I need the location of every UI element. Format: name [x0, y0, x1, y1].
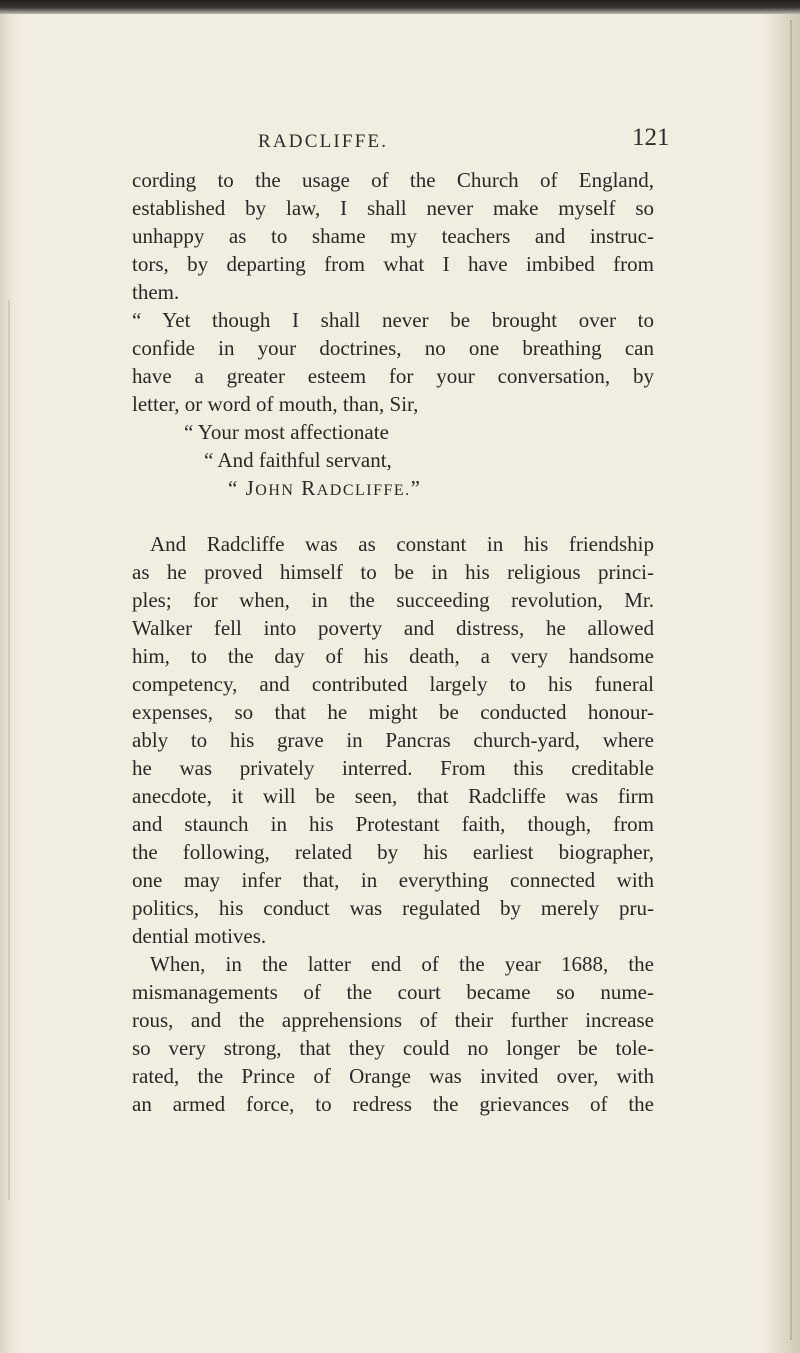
text-line: so very strong, that they could no longer be tole- — [132, 1036, 654, 1060]
text-line: And Radcliffe was as constant in his friendship — [150, 532, 654, 556]
body-text — [132, 166, 654, 1118]
text-line: established by law, I shall never make myself so — [132, 196, 654, 220]
text-line: as he proved himself to be in his religious princi- — [132, 560, 654, 584]
page-number: 121 — [632, 124, 670, 151]
running-head: RADCLIFFE. — [258, 131, 389, 152]
text-line: cording to the usage of the Church of England, — [132, 168, 654, 192]
paragraph-gap — [132, 502, 654, 530]
letter-closing: “ Your most affectionate — [184, 420, 389, 444]
text-line: him, to the day of his death, a very handsome — [132, 644, 654, 668]
text-line: ples; for when, in the succeeding revolution, Mr. — [132, 588, 654, 612]
text-line: When, in the latter end of the year 1688, the — [150, 952, 654, 976]
text-line: expenses, so that he might be conducted honour- — [132, 700, 654, 724]
letter-signature: “ JOHN RADCLIFFE.” — [228, 476, 422, 500]
text-line: letter, or word of mouth, than, Sir, — [132, 392, 419, 416]
text-line: rous, and the apprehensions of their further increase — [132, 1008, 654, 1032]
text-line: mismanagements of the court became so nume- — [132, 980, 654, 1004]
page-right-shadow — [762, 14, 800, 1353]
text-line: unhappy as to shame my teachers and instruc- — [132, 224, 654, 248]
text-line: Walker fell into poverty and distress, he allowed — [132, 616, 654, 640]
page-left-shadow — [0, 14, 20, 1353]
text-line: one may infer that, in everything connected with — [132, 868, 654, 892]
text-line: and staunch in his Protestant faith, though, from — [132, 812, 654, 836]
text-line: competency, and contributed largely to his funeral — [132, 672, 654, 696]
text-line: “ Yet though I shall never be brought over to — [132, 308, 654, 332]
text-line: dential motives. — [132, 924, 267, 948]
page-edge-line — [790, 20, 792, 1340]
text-line: an armed force, to redress the grievances of the — [132, 1092, 654, 1116]
text-line: anecdote, it will be seen, that Radcliffe was firm — [132, 784, 654, 808]
page-top-edge — [0, 0, 800, 14]
text-line: have a greater esteem for your conversation, by — [132, 364, 654, 388]
text-line: them. — [132, 280, 180, 304]
gutter-line — [8, 300, 10, 1200]
text-line: ably to his grave in Pancras church-yard, where — [132, 728, 654, 752]
text-line: he was privately interred. From this creditable — [132, 756, 654, 780]
text-line: tors, by departing from what I have imbibed from — [132, 252, 654, 276]
text-line: the following, related by his earliest biographer, — [132, 840, 654, 864]
text-line: politics, his conduct was regulated by merely pru- — [132, 896, 654, 920]
text-line: rated, the Prince of Orange was invited over, with — [132, 1064, 654, 1088]
letter-closing: “ And faithful servant, — [204, 448, 392, 472]
text-line: confide in your doctrines, no one breathing can — [132, 336, 654, 360]
